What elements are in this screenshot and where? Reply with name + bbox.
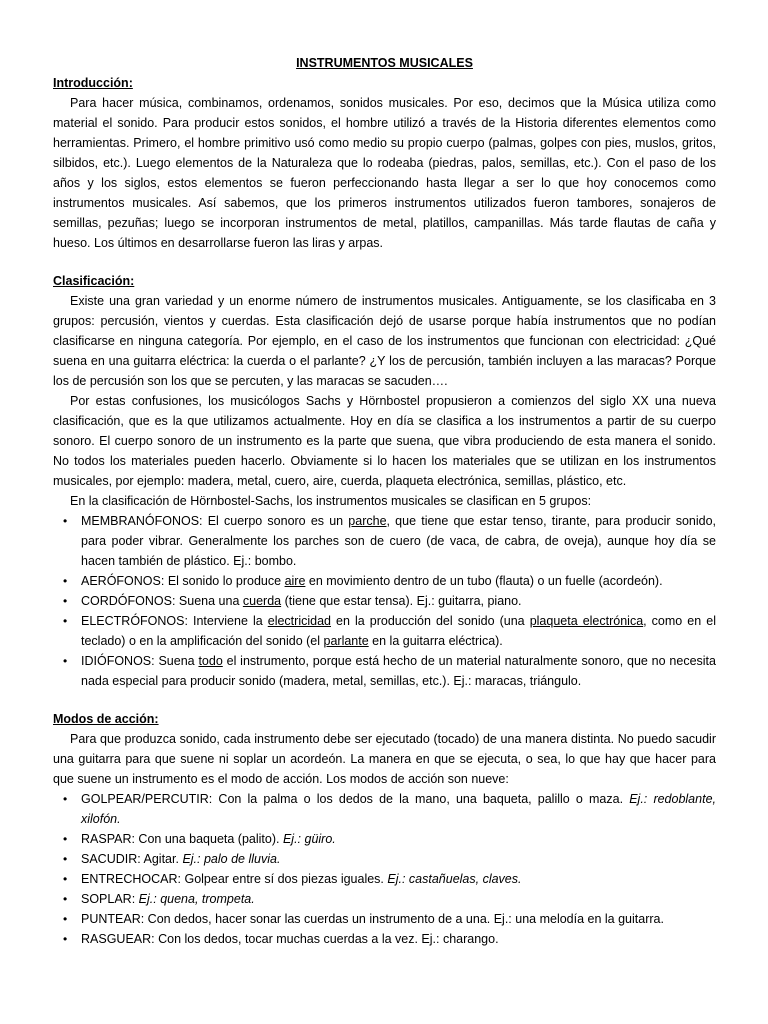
list-item-golpear xyxy=(53,789,716,829)
item-text: MEMBRANÓFONOS: El cuerpo sonoro es un xyxy=(81,514,349,528)
modos-accion-list xyxy=(53,789,716,949)
item-text: RASPAR: Con una baqueta (palito). xyxy=(81,832,283,846)
list-item-sacudir xyxy=(53,849,716,869)
list-item-soplar xyxy=(53,889,716,909)
item-text: SACUDIR: Agitar. xyxy=(81,852,183,866)
item-underlined-term: aire xyxy=(284,574,306,588)
item-example: Ej.: güiro. xyxy=(282,832,336,846)
item-example: Ej.: redoblante, xilofón. xyxy=(81,792,716,826)
bullet-icon: • xyxy=(63,792,68,806)
item-text: en la producción del sonido (una xyxy=(330,614,530,628)
clasificacion-heading: Clasificación: xyxy=(53,274,135,288)
instrument-groups-list xyxy=(53,511,716,691)
list-item-aerofonos xyxy=(53,571,716,591)
bullet-icon: • xyxy=(63,892,68,906)
bullet-icon: • xyxy=(63,932,68,946)
list-item-electrofonos xyxy=(53,611,716,651)
clasificacion-paragraph-1: Existe una gran variedad y un enorme número de instrumentos musicales. Antiguamente, se los clasificaba en 3 grupos: percusión, vientos y cuerdas. Esta clasificación dejó de usarse porque había instrumentos que no podían clasificarse en ninguna categoría. Por ejemplo, en el caso de los instrumentos que funcionan con electricidad: ¿Qué suena en una guitarra eléctrica: la cuerda o el parlante? ¿Y los de percusión, también incluyen a las maracas? Porque los de percusión son los que se percuten, y las maracas se sacuden…. xyxy=(53,294,716,388)
bullet-icon: • xyxy=(63,654,68,668)
bullet-icon: • xyxy=(63,574,68,588)
clasificacion-paragraph-3: En la clasificación de Hörnbostel-Sachs, los instrumentos musicales se clasifican en 5 grupos: xyxy=(70,494,592,508)
item-underlined-term: parche xyxy=(348,514,387,528)
item-underlined-term: todo xyxy=(198,654,223,668)
item-text: ENTRECHOCAR: Golpear entre sí dos piezas iguales. xyxy=(81,872,388,886)
item-text: en movimiento dentro de un tubo (flauta) o un fuelle (acordeón). xyxy=(305,574,663,588)
item-text: el instrumento, porque está hecho de un material naturalmente sonoro, que no necesita nada especial para producir sonido (madera, metal, semillas, etc.). Ej.: maracas, triángulo. xyxy=(81,654,716,688)
item-text: RASGUEAR: Con los dedos, tocar muchas cuerdas a la vez. Ej.: charango. xyxy=(81,932,499,946)
item-example: Ej.: palo de lluvia. xyxy=(182,852,281,866)
bullet-icon: • xyxy=(63,614,68,628)
list-item-entrechocar xyxy=(53,869,716,889)
list-item-idiofonos xyxy=(53,651,716,691)
item-text: , como en el teclado) o en la amplificación del sonido (el xyxy=(81,614,716,648)
item-text: ELECTRÓFONOS: Interviene la xyxy=(81,614,268,628)
item-underlined-term: cuerda xyxy=(242,594,282,608)
item-text: CORDÓFONOS: Suena una xyxy=(81,594,243,608)
section-gap xyxy=(53,691,716,709)
item-text: (tiene que estar tensa). Ej.: guitarra, piano. xyxy=(281,594,522,608)
list-item-membranofonos xyxy=(53,511,716,571)
item-example: Ej.: castañuelas, claves. xyxy=(387,872,522,886)
item-text: GOLPEAR/PERCUTIR: Con la palma o los dedos de la mano, una baqueta, palillo o maza. xyxy=(81,792,630,806)
bullet-icon: • xyxy=(63,594,68,608)
item-text: SOPLAR: xyxy=(81,892,139,906)
list-item-raspar xyxy=(53,829,716,849)
bullet-icon: • xyxy=(63,852,68,866)
item-underlined-term: electricidad xyxy=(267,614,331,628)
item-underlined-term: plaqueta electrónica xyxy=(529,614,644,628)
modos-paragraph: Para que produzca sonido, cada instrumento debe ser ejecutado (tocado) de una manera distinta. No puedo sacudir una guitarra para que suene ni soplar un acordeón. La manera en que se ejecuta, o sea, lo que hay que hacer para que suene un instrumento es el modo de acción. Los modos de acción son nueve: xyxy=(53,732,716,786)
bullet-icon: • xyxy=(63,912,68,926)
list-item-cordofonos xyxy=(53,591,716,611)
item-text: en la guitarra eléctrica). xyxy=(368,634,503,648)
list-item-puntear xyxy=(53,909,716,929)
list-item-rasguear xyxy=(53,929,716,949)
item-example: Ej.: quena, trompeta. xyxy=(138,892,255,906)
bullet-icon: • xyxy=(63,832,68,846)
modos-heading: Modos de acción: xyxy=(53,712,159,726)
item-text: , que tiene que estar tenso, tirante, para producir sonido, para poder vibrar. Generalmente los parches son de cuero (de vaca, de cabra, de oveja), aunque hoy día se hacen también de plástico. Ej.: bombo. xyxy=(81,514,717,568)
item-underlined-term: parlante xyxy=(323,634,369,648)
item-text: AERÓFONOS: El sonido lo produce xyxy=(81,574,285,588)
intro-paragraph: Para hacer música, combinamos, ordenamos, sonidos musicales. Por eso, decimos que la Música utiliza como material el sonido. Para producir estos sonidos, el hombre utilizó a través de la Historia diferentes elementos como herramientas. Primero, el hombre primitivo usó como medio su propio cuerpo (palmas, golpes con pies, muslos, gritos, silbidos, etc.). Luego elementos de la Naturaleza que lo rodeaba (piedras, palos, semillas, etc.). Con el paso de los años y los siglos, estos elementos se fueron perfeccionando hasta llegar a ser lo que hoy conocemos como instrumentos musicales. Así sabemos, que los primeros instrumentos utilizados fueron tambores, sonajeros de semillas, pezuñas; luego se incorporan instrumentos de metal, platillos, campanillas. Más tarde flautas de caña y hueso. Los últimos en desarrollarse fueron las liras y arpas. xyxy=(53,96,716,250)
bullet-icon: • xyxy=(63,872,68,886)
intro-heading: Introducción: xyxy=(53,76,133,90)
document-title: INSTRUMENTOS MUSICALES xyxy=(296,56,473,70)
bullet-icon: • xyxy=(63,514,68,528)
item-text: PUNTEAR: Con dedos, hacer sonar las cuerdas un instrumento de a una. Ej.: una melodía en la guitarra. xyxy=(81,912,664,926)
clasificacion-paragraph-2: Por estas confusiones, los musicólogos Sachs y Hörnbostel propusieron a comienzos del siglo XX una nueva clasificación, que es la que utilizamos actualmente. Hoy en día se clasifica a los instrumentos a partir de su cuerpo sonoro. El cuerpo sonoro de un instrumento es la parte que suena, que vibra produciendo de esta manera el sonido. No todos los materiales pueden hacerlo. Obviamente si lo hacen los materiales que se utilizan en los instrumentos musicales, por ejemplo: madera, metal, cuero, aire, cuerda, plaqueta electrónica, semillas, plástico, etc. xyxy=(53,394,716,488)
item-text: IDIÓFONOS: Suena xyxy=(81,654,199,668)
section-gap xyxy=(53,253,716,271)
